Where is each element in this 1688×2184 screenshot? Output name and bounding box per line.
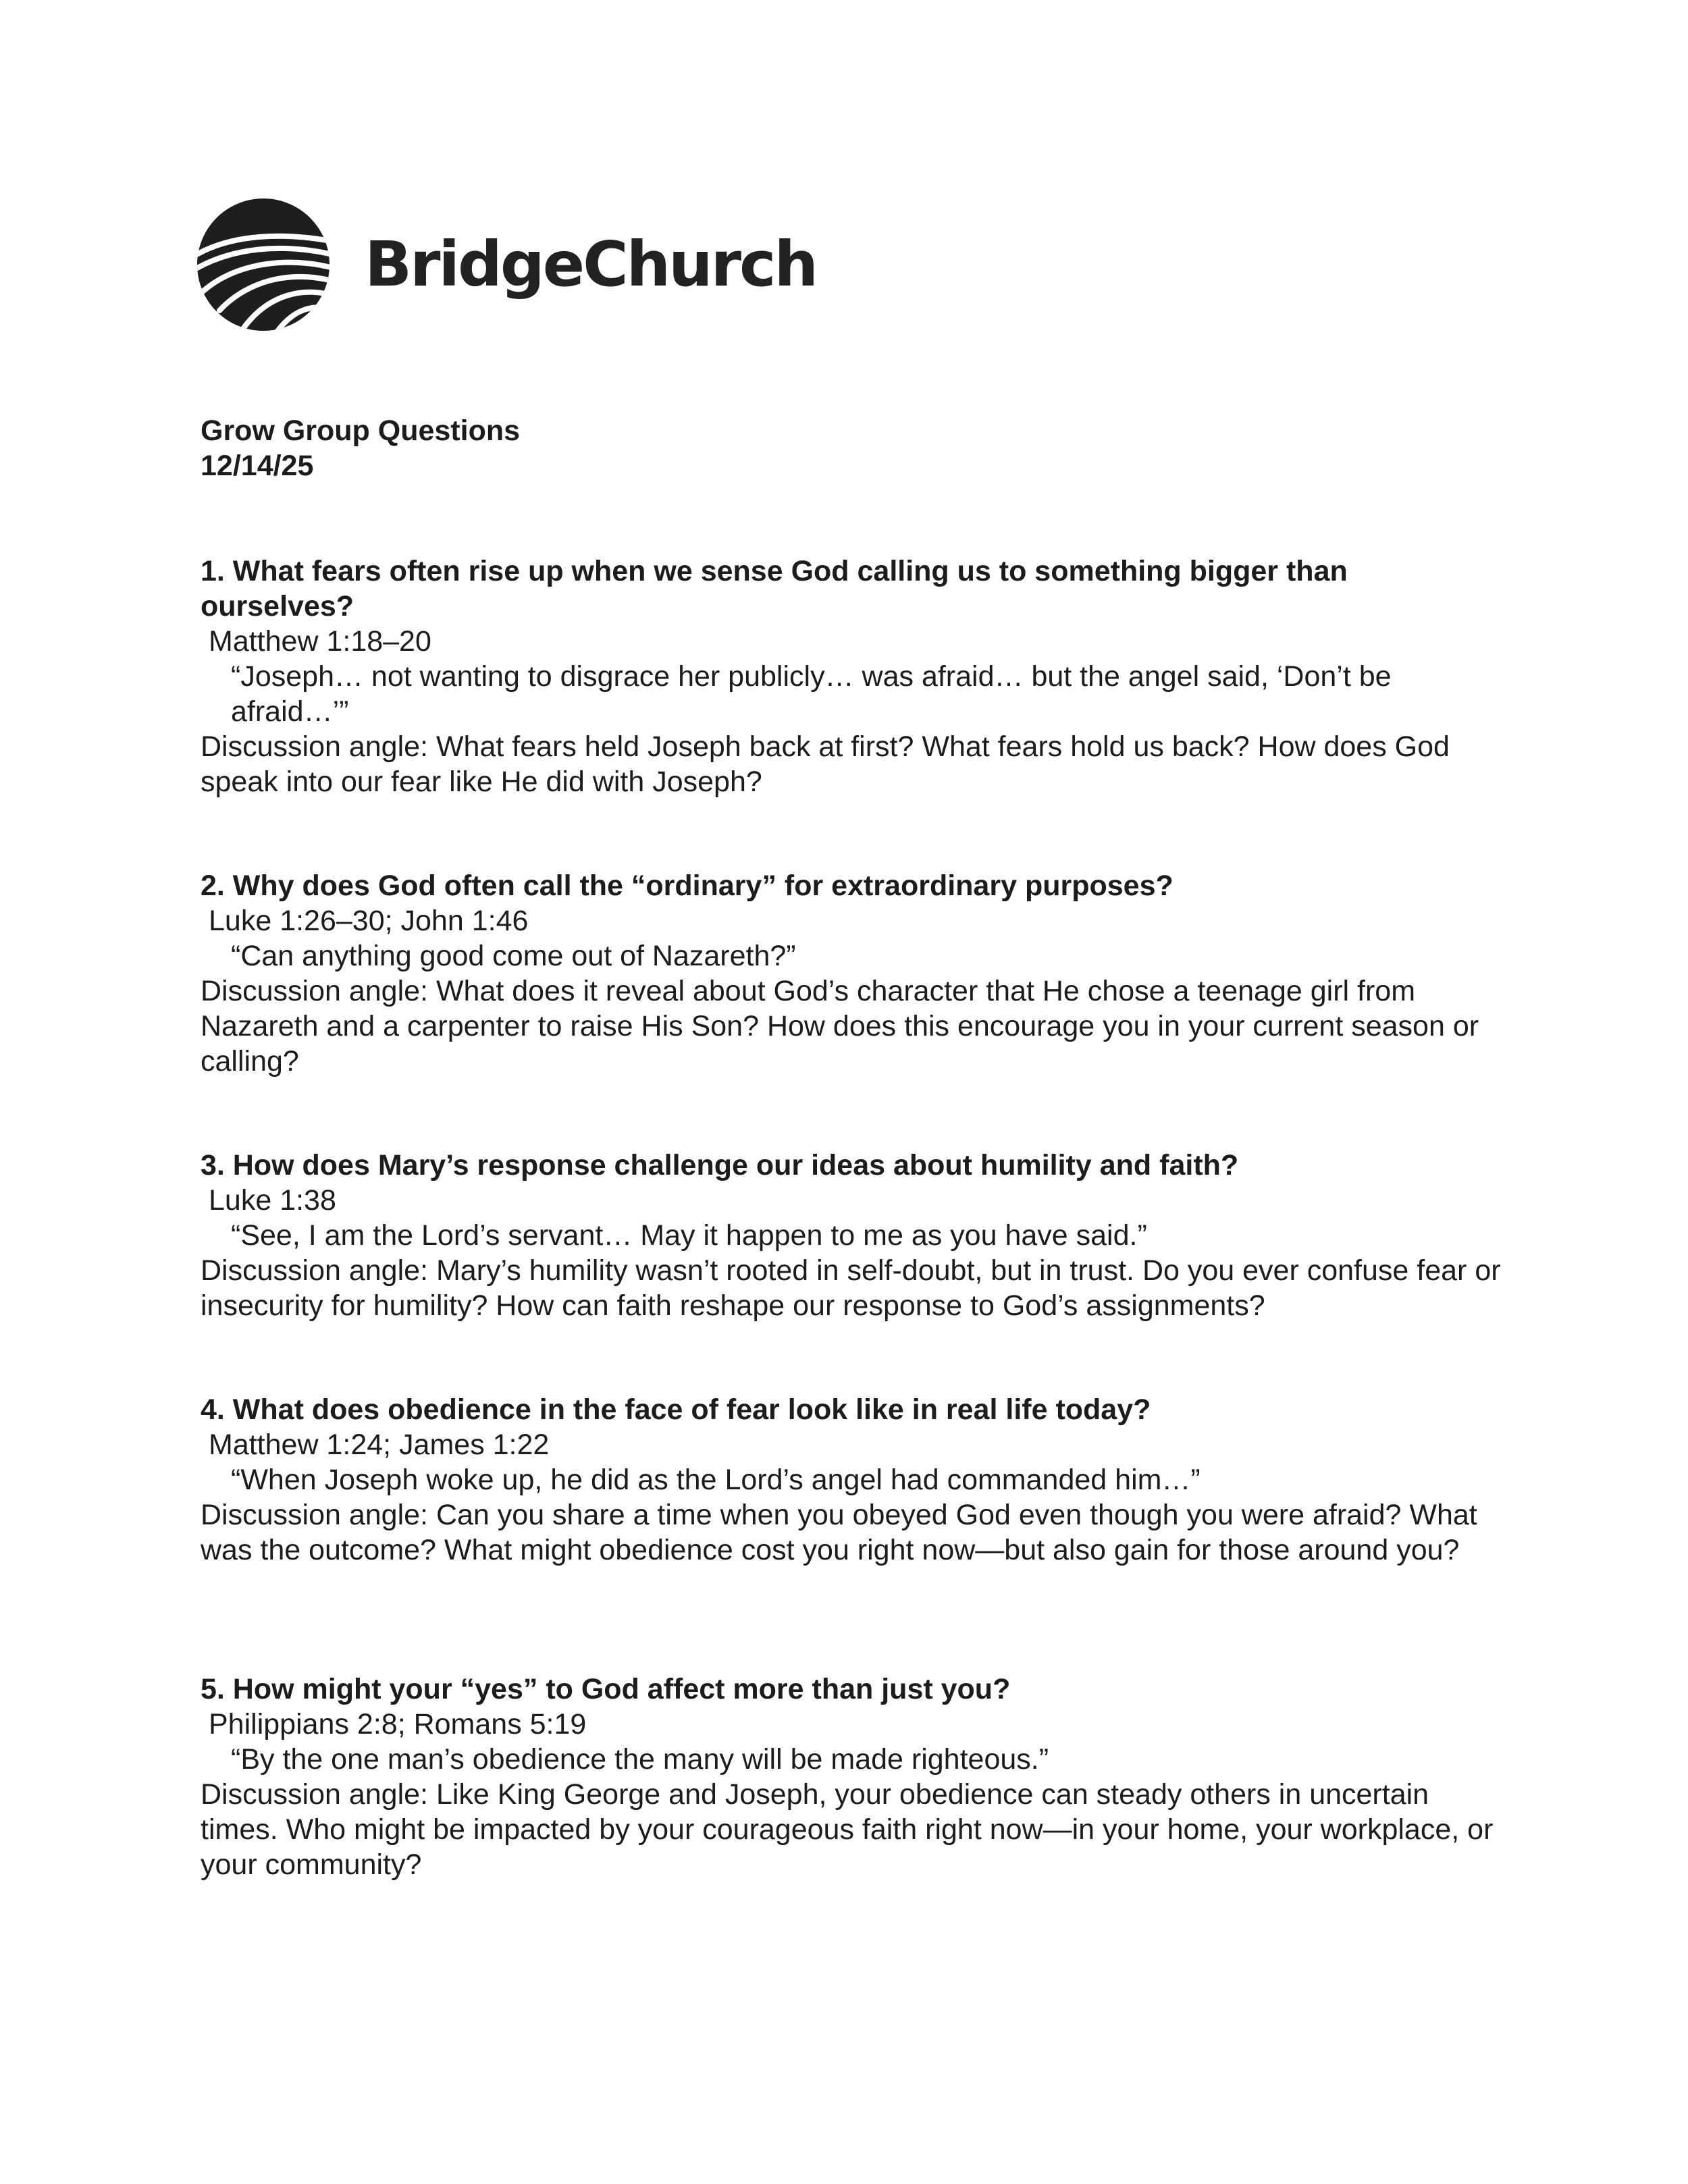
document-title: Grow Group Questions [201,415,521,447]
question-block-3 [201,1148,1504,1323]
document-header [201,413,520,483]
scripture-quote: “When Joseph woke up, he did as the Lord’s angel had commanded him…” [231,1464,1201,1496]
brand-name: BridgeChurch [365,228,817,300]
question-block-2 [201,868,1504,1079]
question-title: 2. Why does God often call the “ordinary” for extraordinary purposes? [201,870,1173,902]
discussion-angle: Discussion angle: What fears held Joseph back at first? What fears hold us back? How does God speak into our fear like He did with Joseph? [201,730,1450,798]
brand-logo [196,197,816,332]
scripture-reference: Philippians 2:8; Romans 5:19 [209,1708,587,1740]
document-date: 12/14/25 [201,450,314,482]
scripture-quote: “Can anything good come out of Nazareth?” [231,940,796,972]
scripture-reference: Luke 1:26–30; John 1:46 [209,905,529,937]
scripture-quote: “By the one man’s obedience the many will be made righteous.” [231,1743,1049,1776]
question-block-4 [201,1392,1504,1568]
question-title: 3. How does Mary’s response challenge our ideas about humility and faith? [201,1149,1239,1181]
question-block-5 [201,1672,1504,1882]
question-title: 5. How might your “yes” to God affect more than just you? [201,1673,1011,1705]
scripture-quote: “Joseph… not wanting to disgrace her publicly… was afraid… but the angel said, ‘Don’t be afraid…’” [231,660,1392,728]
discussion-angle: Discussion angle: Can you share a time when you obeyed God even though you were afraid? What was the outcome? What might obedience cost you right now—but also gain for those around you? [201,1499,1477,1566]
scripture-quote: “See, I am the Lord’s servant… May it happen to me as you have said.” [231,1219,1147,1252]
discussion-angle: Discussion angle: Like King George and Joseph, your obedience can steady others in uncertain times. Who might be impacted by your courageous faith right now—in your home, your workplace, or your community? [201,1778,1494,1881]
question-title: 1. What fears often rise up when we sense God calling us to something bigger than ourselves? [201,555,1348,622]
bridge-circle-logo-icon [196,197,331,332]
question-title: 4. What does obedience in the face of fear look like in real life today? [201,1393,1151,1426]
discussion-angle: Discussion angle: What does it reveal about God’s character that He chose a teenage girl from Nazareth and a carpenter to raise His Son? How does this encourage you in your current season or calling? [201,975,1479,1077]
discussion-angle: Discussion angle: Mary’s humility wasn’t rooted in self-doubt, but in trust. Do you ever confuse fear or insecurity for humility? How can faith reshape our response to God’s assignments? [201,1254,1501,1322]
scripture-reference: Matthew 1:24; James 1:22 [209,1429,550,1461]
question-block-1 [201,554,1504,799]
scripture-reference: Luke 1:38 [209,1184,336,1217]
scripture-reference: Matthew 1:18–20 [209,625,431,658]
